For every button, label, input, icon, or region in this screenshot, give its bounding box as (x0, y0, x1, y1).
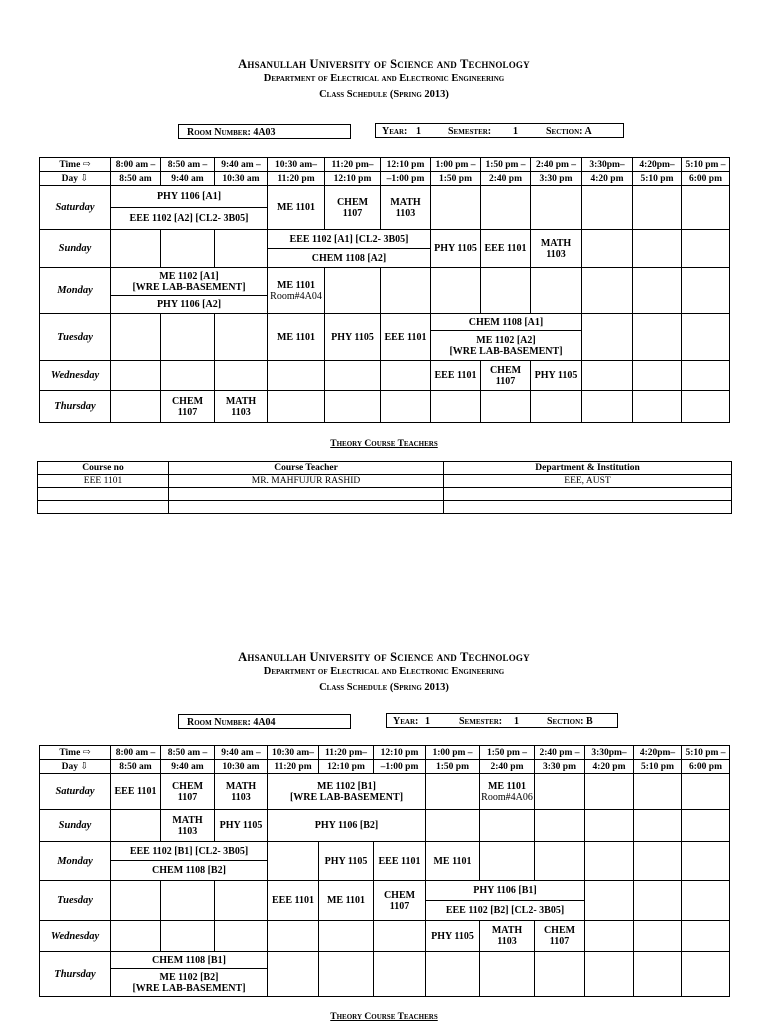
class-cell: EEE 1101 (381, 314, 431, 361)
day-tuesday: Tuesday (40, 314, 111, 361)
semester-label: Semester: (448, 126, 492, 137)
section-label: Section: A (546, 126, 592, 137)
class-cell: ME 1101 (268, 186, 325, 230)
year-label: Year: (393, 716, 419, 727)
day-monday: Monday (40, 842, 111, 881)
slot-end: 6:00 pm (682, 760, 730, 774)
class-cell: MATH 1103 (161, 810, 215, 842)
schedule-title: Class Schedule (Spring 2013) (319, 89, 449, 100)
year-semester-section-box (386, 713, 618, 728)
class-cell: MATH 1103 (215, 391, 268, 423)
class-cell: MATH 1103 (215, 774, 268, 810)
slot-start: 10:30 am– (268, 746, 319, 760)
day-thursday: Thursday (40, 391, 111, 423)
slot-start: 10:30 am– (268, 158, 325, 172)
department-title: Department of Electrical and Electronic Engineering (263, 73, 505, 84)
slot-start: 8:50 am – (161, 158, 215, 172)
slot-start: 5:10 pm – (682, 158, 730, 172)
table-row (38, 488, 732, 501)
section-label: Section: B (547, 716, 593, 727)
class-cell: MATH 1103 (531, 230, 582, 268)
day-wednesday: Wednesday (40, 361, 111, 391)
department-institution: EEE, AUST (444, 475, 732, 488)
slot-end: 2:40 pm (480, 760, 535, 774)
class-cell: PHY 1106 [A2] (111, 296, 268, 314)
column-header: Course Teacher (169, 462, 444, 475)
slot-end: 11:20 pm (268, 172, 325, 186)
slot-start: 12:10 pm (374, 746, 426, 760)
schedule-table-a (39, 157, 730, 423)
slot-end: 1:50 pm (431, 172, 481, 186)
year-label: Year: (382, 126, 408, 137)
class-cell: CHEM 1108 [A1] (431, 314, 582, 331)
slot-start: 11:20 pm– (319, 746, 374, 760)
slot-start: 1:00 pm – (431, 158, 481, 172)
day-header: Day ⇩ (40, 760, 111, 774)
class-cell: EEE 1101 (268, 881, 319, 921)
class-cell: ME 1101 (268, 314, 325, 361)
class-cell: ME 1101 Room#4A06 (480, 774, 535, 810)
class-cell: PHY 1105 (319, 842, 374, 881)
slot-end: 10:30 am (215, 760, 268, 774)
slot-start: 8:50 am – (161, 746, 215, 760)
class-cell: ME 1102 [A1] [WRE LAB-BASEMENT] (111, 268, 268, 296)
class-cell: EEE 1102 [A2] [CL2- 3B05] (111, 208, 268, 230)
slot-end: 10:30 am (215, 172, 268, 186)
day-header: Day ⇩ (40, 172, 111, 186)
room-number-label: Room Number: 4A04 (187, 717, 276, 728)
time-header: Time ⇨ (40, 746, 111, 760)
schedule-table-b (39, 745, 730, 997)
class-cell: ME 1101 Room#4A04 (268, 268, 325, 314)
table-row (38, 501, 732, 514)
slot-start: 4:20pm– (634, 746, 682, 760)
class-cell: CHEM 1108 [A2] (268, 249, 431, 268)
time-header: Time ⇨ (40, 158, 111, 172)
class-cell: CHEM 1107 (325, 186, 381, 230)
slot-end: –1:00 pm (374, 760, 426, 774)
room-number-box (178, 714, 351, 729)
day-wednesday: Wednesday (40, 921, 111, 952)
slot-end: 12:10 pm (325, 172, 381, 186)
class-cell: MATH 1103 (381, 186, 431, 230)
class-cell: ME 1101 (319, 881, 374, 921)
class-cell: PHY 1105 (215, 810, 268, 842)
slot-start: 2:40 pm – (531, 158, 582, 172)
class-cell: EEE 1101 (481, 230, 531, 268)
class-cell: EEE 1102 [A1] [CL2- 3B05] (268, 230, 431, 249)
class-cell: PHY 1105 (426, 921, 480, 952)
slot-end: 3:30 pm (531, 172, 582, 186)
day-saturday: Saturday (40, 774, 111, 810)
slot-start: 12:10 pm (381, 158, 431, 172)
slot-end: 12:10 pm (319, 760, 374, 774)
slot-start: 9:40 am – (215, 158, 268, 172)
class-cell: PHY 1105 (431, 230, 481, 268)
slot-start: 5:10 pm – (682, 746, 730, 760)
class-cell: CHEM 1107 (481, 361, 531, 391)
day-thursday: Thursday (40, 952, 111, 997)
day-tuesday: Tuesday (40, 881, 111, 921)
room-number-label: Room Number: 4A03 (187, 127, 276, 138)
year-semester-section-box (375, 123, 624, 138)
class-cell: EEE 1102 [B2] [CL2- 3B05] (426, 901, 585, 921)
class-cell: CHEM 1107 (161, 774, 215, 810)
day-saturday: Saturday (40, 186, 111, 230)
class-cell: ME 1102 [A2] [WRE LAB-BASEMENT] (431, 331, 582, 361)
course-no: EEE 1101 (38, 475, 169, 488)
class-cell: ME 1101 (426, 842, 480, 881)
class-cell: ME 1102 [B1] [WRE LAB-BASEMENT] (268, 774, 426, 810)
slot-end: 4:20 pm (585, 760, 634, 774)
slot-end: 9:40 am (161, 172, 215, 186)
class-cell: PHY 1106 [A1] (111, 186, 268, 208)
semester-value: 1 (514, 716, 519, 727)
slot-start: 4:20pm– (633, 158, 682, 172)
year-value: 1 (425, 716, 430, 727)
semester-value: 1 (513, 126, 518, 137)
slot-end: 8:50 am (111, 760, 161, 774)
slot-end: 5:10 pm (633, 172, 682, 186)
class-cell: PHY 1105 (531, 361, 582, 391)
semester-label: Semester: (459, 716, 503, 727)
class-cell: MATH 1103 (480, 921, 535, 952)
slot-end: 11:20 pm (268, 760, 319, 774)
university-title: Ahsanullah University of Science and Technology (238, 57, 530, 71)
class-cell: CHEM 1108 [B1] (111, 952, 268, 969)
slot-end: 1:50 pm (426, 760, 480, 774)
slot-start: 8:00 am – (111, 746, 161, 760)
teachers-title: Theory Course Teachers (330, 439, 438, 449)
room-number-box (178, 124, 351, 139)
class-cell: EEE 1101 (431, 361, 481, 391)
year-value: 1 (416, 126, 421, 137)
class-cell: CHEM 1107 (535, 921, 585, 952)
slot-start: 1:00 pm – (426, 746, 480, 760)
table-row (38, 475, 732, 488)
day-monday: Monday (40, 268, 111, 314)
slot-end: 4:20 pm (582, 172, 633, 186)
class-cell: PHY 1106 [B1] (426, 881, 585, 901)
slot-end: 5:10 pm (634, 760, 682, 774)
slot-start: 8:00 am – (111, 158, 161, 172)
class-cell: CHEM 1107 (374, 881, 426, 921)
column-header: Course no (38, 462, 169, 475)
slot-end: –1:00 pm (381, 172, 431, 186)
slot-end: 9:40 am (161, 760, 215, 774)
slot-start: 2:40 pm – (535, 746, 585, 760)
course-teacher: MR. MAHFUJUR RASHID (169, 475, 444, 488)
class-cell: CHEM 1107 (161, 391, 215, 423)
class-cell: EEE 1101 (111, 774, 161, 810)
schedule-title: Class Schedule (Spring 2013) (319, 682, 449, 693)
department-title: Department of Electrical and Electronic Engineering (263, 666, 505, 677)
slot-start: 1:50 pm – (481, 158, 531, 172)
day-sunday: Sunday (40, 230, 111, 268)
slot-end: 8:50 am (111, 172, 161, 186)
slot-start: 11:20 pm– (325, 158, 381, 172)
slot-start: 3:30pm– (585, 746, 634, 760)
slot-end: 3:30 pm (535, 760, 585, 774)
class-cell: EEE 1101 (374, 842, 426, 881)
day-sunday: Sunday (40, 810, 111, 842)
class-cell: EEE 1102 [B1] [CL2- 3B05] (111, 842, 268, 861)
slot-end: 6:00 pm (682, 172, 730, 186)
teachers-table (37, 461, 732, 514)
slot-start: 1:50 pm – (480, 746, 535, 760)
slot-start: 3:30pm– (582, 158, 633, 172)
slot-start: 9:40 am – (215, 746, 268, 760)
column-header: Department & Institution (444, 462, 732, 475)
class-cell: CHEM 1108 [B2] (111, 861, 268, 881)
university-title: Ahsanullah University of Science and Technology (238, 650, 530, 664)
teachers-title: Theory Course Teachers (330, 1012, 438, 1022)
class-cell: PHY 1105 (325, 314, 381, 361)
class-cell: PHY 1106 [B2] (268, 810, 426, 842)
slot-end: 2:40 pm (481, 172, 531, 186)
class-cell: ME 1102 [B2] [WRE LAB-BASEMENT] (111, 969, 268, 997)
